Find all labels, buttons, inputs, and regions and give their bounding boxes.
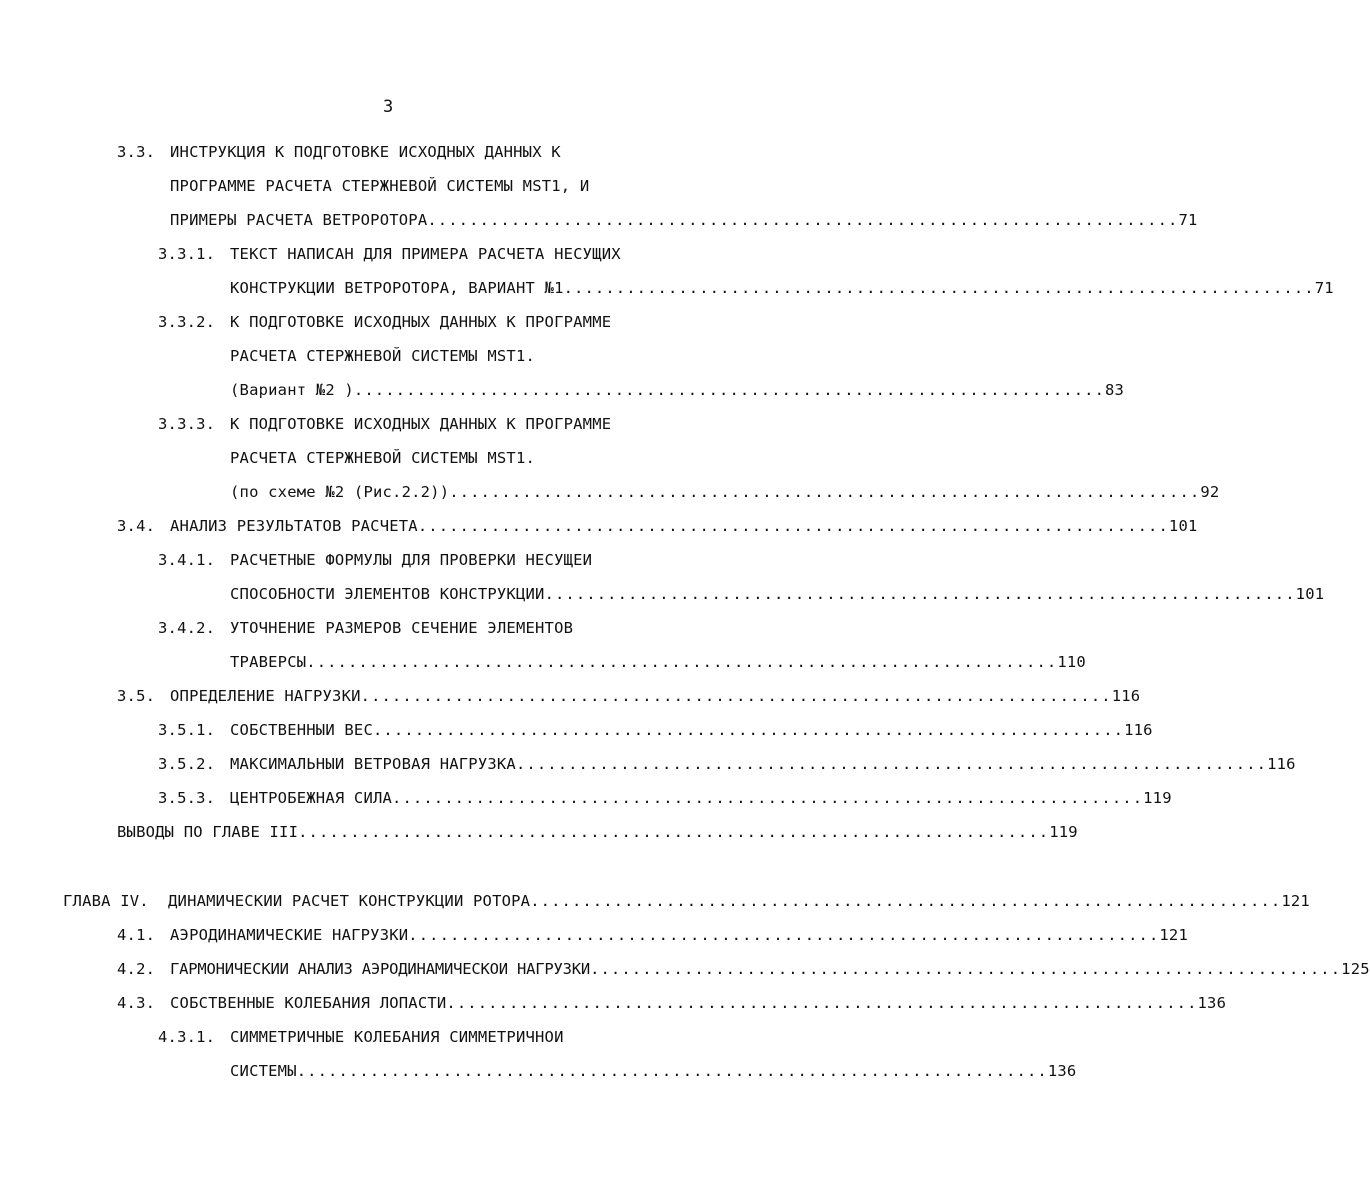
toc-entry-3-4-1-line-2 bbox=[230, 583, 1325, 605]
toc-entry-3-4 bbox=[117, 515, 1198, 537]
dot-leader: ........................................................................ bbox=[408, 926, 1160, 944]
toc-entry-title: ЦЕНТРОБЕЖНАЯ СИЛА bbox=[230, 789, 393, 807]
toc-entry-title: К ПОДГОТОВКЕ ИСХОДНЫХ ДАННЫХ К ПРОГРАММЕ bbox=[230, 313, 612, 331]
toc-entry-number: 3.5.2. bbox=[158, 755, 216, 773]
toc-entry-title: ТЕКСТ НАПИСАН ДЛЯ ПРИМЕРА РАСЧЕТА НЕСУЩИХ bbox=[230, 245, 621, 263]
dot-leader: ........................................................................ bbox=[530, 892, 1282, 910]
toc-entry-title: СОБСТВЕННЫИ ВЕС bbox=[230, 721, 373, 739]
dot-leader: ........................................................................ bbox=[296, 1062, 1048, 1080]
toc-page-ref: 125 bbox=[1341, 960, 1370, 978]
toc-entry-number: 3.3.1. bbox=[158, 245, 216, 263]
toc-entry-title: СИСТЕМЫ bbox=[230, 1062, 297, 1080]
toc-entry-title: МАКСИМАЛЬНЫИ ВЕТРОВАЯ НАГРУЗКА bbox=[230, 755, 516, 773]
toc-page-ref: 71 bbox=[1178, 211, 1198, 229]
toc-entry-3-3-3-line-3 bbox=[230, 481, 1220, 503]
toc-entry-number: 3.4. bbox=[117, 517, 156, 535]
toc-entry-3-4-2-line-1 bbox=[158, 617, 707, 639]
toc-entry-number: 4.1. bbox=[117, 926, 156, 944]
toc-entry-title: ПРИМЕРЫ РАСЧЕТА ВЕТРОРОТОРА bbox=[170, 211, 428, 229]
toc-entry-3-3-2-line-2 bbox=[230, 345, 707, 367]
dot-leader: ........................................................................ bbox=[392, 789, 1144, 807]
toc-entry-number: 3.4.2. bbox=[158, 619, 216, 637]
toc-page-ref: 110 bbox=[1057, 653, 1086, 671]
dot-leader: ........................................................................ bbox=[590, 960, 1342, 978]
toc-entry-title: СПОСОБНОСТИ ЭЛЕМЕНТОВ КОНСТРУКЦИИ bbox=[230, 585, 545, 603]
dot-leader: ........................................................................ bbox=[515, 755, 1268, 773]
toc-entry-title: КОНСТРУКЦИИ ВЕТРОРОТОРА, ВАРИАНТ №1 bbox=[230, 279, 564, 297]
toc-entry-title: АЭРОДИНАМИЧЕСКИЕ НАГРУЗКИ bbox=[170, 926, 409, 944]
toc-entry-3-5-2 bbox=[158, 753, 1296, 775]
toc-entry-number: 4.2. bbox=[117, 960, 156, 978]
toc-entry-number: 4.3. bbox=[117, 994, 156, 1012]
toc-entry-number: 3.4.1. bbox=[158, 551, 216, 569]
toc-entry-title: ТРАВЕРСЫ bbox=[230, 653, 307, 671]
toc-entry-title: СОБСТВЕННЫЕ КОЛЕБАНИЯ ЛОПАСТИ bbox=[170, 994, 447, 1012]
toc-entry-3-5 bbox=[117, 685, 1141, 707]
toc-entry-number: 3.5.1. bbox=[158, 721, 216, 739]
toc-page-ref: 92 bbox=[1200, 483, 1220, 501]
toc-entry-number: 3.5. bbox=[117, 687, 156, 705]
toc-entry-title: УТОЧНЕНИЕ РАЗМЕРОВ СЕЧЕНИЕ ЭЛЕМЕНТОВ bbox=[230, 619, 574, 637]
toc-entry-4-2 bbox=[117, 958, 1370, 980]
toc-entry-title: ОПРЕДЕЛЕНИЕ НАГРУЗКИ bbox=[170, 687, 361, 705]
toc-entry-4-1 bbox=[117, 924, 1188, 946]
toc-page-ref: 121 bbox=[1159, 926, 1188, 944]
toc-entry-title: ГАРМОНИЧЕСКИИ АНАЛИЗ АЭРОДИНАМИЧЕСКОИ НАГРУЗКИ bbox=[170, 960, 591, 978]
toc-entry-3-3-line-2 bbox=[170, 175, 707, 197]
toc-page-ref: 136 bbox=[1197, 994, 1227, 1012]
toc-entry-number: 3.3.2. bbox=[158, 313, 216, 331]
toc-page-ref: 119 bbox=[1049, 823, 1078, 841]
toc-entry-title: К ПОДГОТОВКЕ ИСХОДНЫХ ДАННЫХ К ПРОГРАММЕ bbox=[230, 415, 612, 433]
toc-entry-3-3-1-line-2 bbox=[230, 277, 1334, 299]
toc-page-ref: 116 bbox=[1267, 755, 1296, 773]
toc-page-ref: 101 bbox=[1295, 585, 1325, 603]
toc-entry-title: (Вариант №2 ) bbox=[230, 381, 354, 399]
toc-entry-3-4-1-line-1 bbox=[158, 549, 707, 571]
dot-leader: ........................................................................ bbox=[372, 721, 1125, 739]
toc-page-ref: 101 bbox=[1168, 517, 1198, 535]
toc-entry-3-3-1-line-1 bbox=[158, 243, 707, 265]
toc-entry-chapter-4 bbox=[63, 890, 1310, 912]
toc-entry-title: ВЫВОДЫ ПО ГЛАВЕ III bbox=[117, 823, 299, 841]
toc-page-ref: 136 bbox=[1047, 1062, 1077, 1080]
toc-entry-3-5-3 bbox=[158, 787, 1172, 809]
toc-entry-3-4-2-line-2 bbox=[230, 651, 1086, 673]
toc-page-ref: 121 bbox=[1281, 892, 1310, 910]
dot-leader: ........................................................................ bbox=[417, 517, 1169, 535]
toc-entry-title: РАСЧЕТА СТЕРЖНЕВОЙ СИСТЕМЫ MST1. bbox=[230, 449, 536, 467]
toc-entry-title: АНАЛИЗ РЕЗУЛЬТАТОВ РАСЧЕТА bbox=[170, 517, 418, 535]
toc-entry-title: РАСЧЕТНЫЕ ФОРМУЛЫ ДЛЯ ПРОВЕРКИ НЕСУЩЕИ bbox=[230, 551, 593, 569]
toc-entry-number: 4.3.1. bbox=[158, 1028, 216, 1046]
toc-entry-3-3-3-line-2 bbox=[230, 447, 707, 469]
page-number: 3 bbox=[383, 97, 394, 117]
toc-entry-number: 3.3.3. bbox=[158, 415, 216, 433]
toc-entry-number: 3.5.3. bbox=[158, 789, 216, 807]
toc-entry-title: РАСЧЕТА СТЕРЖНЕВОЙ СИСТЕМЫ MST1. bbox=[230, 347, 536, 365]
dot-leader: ........................................................................ bbox=[449, 483, 1201, 501]
toc-entry-4-3-1-line-1 bbox=[158, 1026, 707, 1048]
dot-leader: ........................................................................ bbox=[306, 653, 1058, 671]
toc-entry-3-3-line-3 bbox=[170, 209, 1198, 231]
toc-page-ref: 83 bbox=[1105, 381, 1125, 399]
toc-page-ref: 116 bbox=[1124, 721, 1153, 739]
toc-entry-3-5-1 bbox=[158, 719, 1153, 741]
toc-entry-title: СИММЕТРИЧНЫЕ КОЛЕБАНИЯ СИММЕТРИЧНОИ bbox=[230, 1028, 564, 1046]
dot-leader: ........................................................................ bbox=[446, 994, 1198, 1012]
toc-entry-3-3-2-line-1 bbox=[158, 311, 707, 333]
toc-entry-3-3-line-1 bbox=[117, 141, 707, 163]
toc-page-ref: 71 bbox=[1314, 279, 1334, 297]
toc-entry-number: 3.3. bbox=[117, 143, 156, 161]
toc-entry-title: ПРОГРАММЕ РАСЧЕТА СТЕРЖНЕВОЙ СИСТЕМЫ MST1, И bbox=[170, 177, 590, 195]
toc-entry-title: ДИНАМИЧЕСКИИ РАСЧЕТ КОНСТРУКЦИИ РОТОРА bbox=[168, 892, 531, 910]
dot-leader: ........................................................................ bbox=[360, 687, 1112, 705]
toc-entry-conclusions-3 bbox=[117, 821, 1078, 843]
toc-entry-4-3 bbox=[117, 992, 1227, 1014]
toc-page-ref: 116 bbox=[1111, 687, 1141, 705]
dot-leader: ........................................................................ bbox=[427, 211, 1179, 229]
toc-entry-3-3-3-line-1 bbox=[158, 413, 707, 435]
toc-entry-title: ИНСТРУКЦИЯ К ПОДГОТОВКЕ ИСХОДНЫХ ДАННЫХ К bbox=[170, 143, 561, 161]
toc-entry-3-3-2-line-3 bbox=[230, 379, 1125, 401]
dot-leader: ........................................................................ bbox=[298, 823, 1050, 841]
dot-leader: ........................................................................ bbox=[544, 585, 1296, 603]
toc-entry-number: ГЛАВА IV. bbox=[63, 892, 149, 910]
toc-page-ref: 119 bbox=[1143, 789, 1172, 807]
toc-entry-title: (по схеме №2 (Рис.2.2)) bbox=[230, 483, 450, 501]
toc-entry-4-3-1-line-2 bbox=[230, 1060, 1077, 1082]
dot-leader: ........................................................................ bbox=[563, 279, 1315, 297]
dot-leader: ........................................................................ bbox=[353, 381, 1106, 399]
